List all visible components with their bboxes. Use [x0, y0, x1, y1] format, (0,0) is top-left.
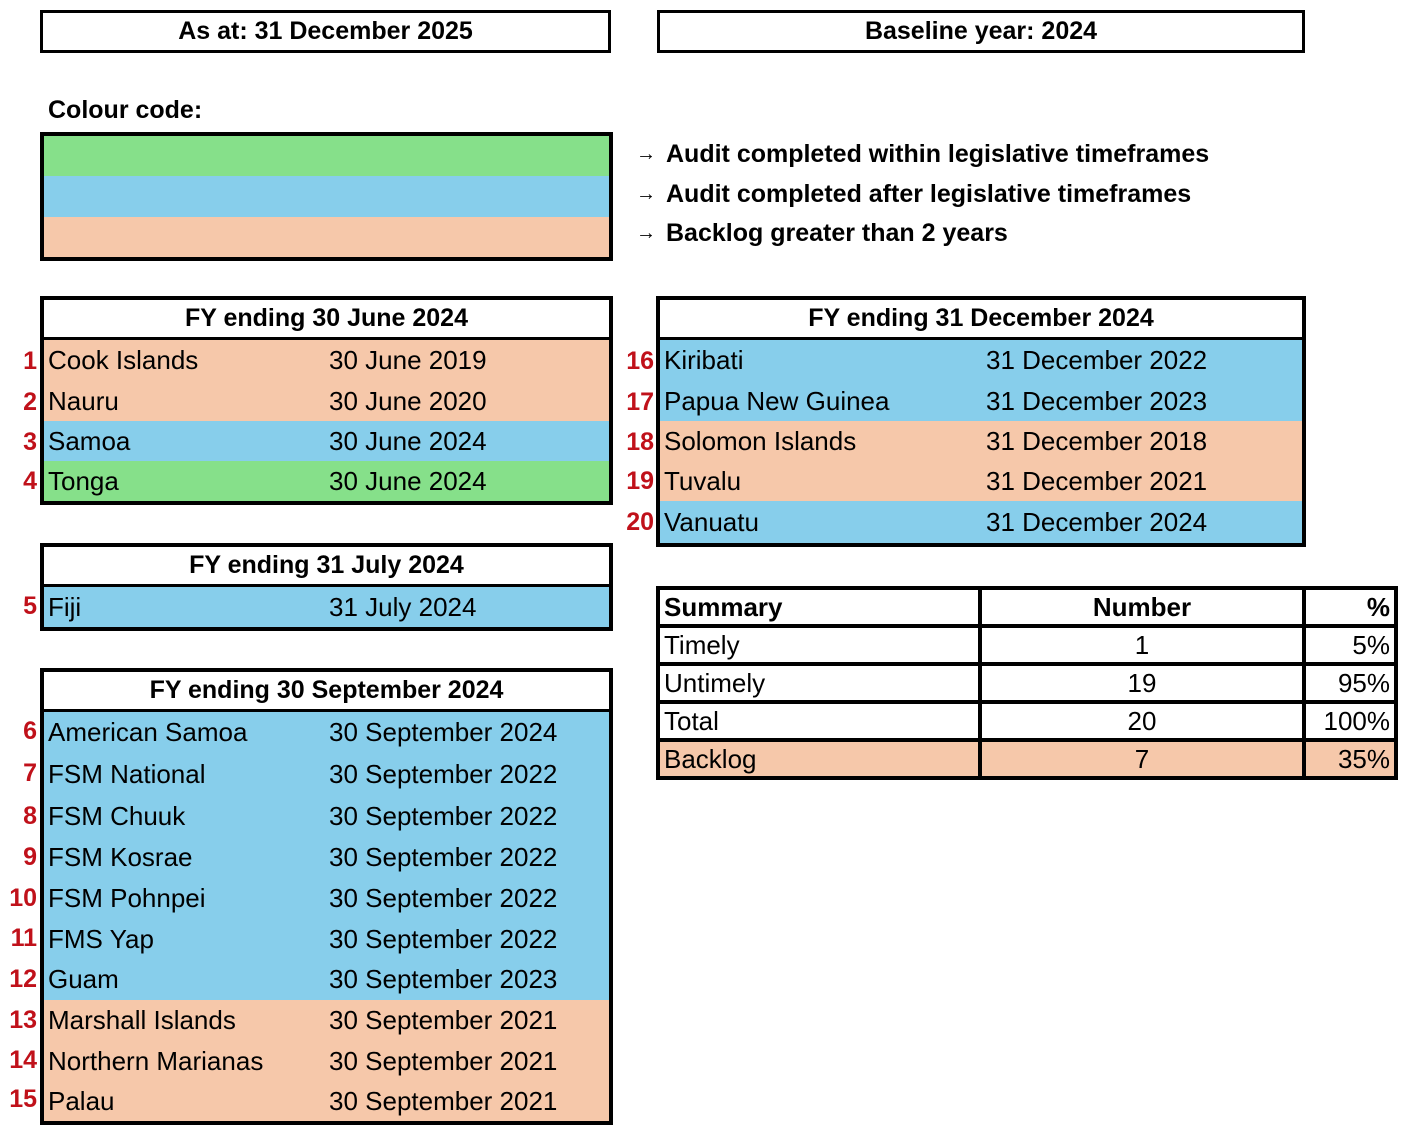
entity-name: Marshall Islands [48, 1005, 236, 1035]
table-row [44, 381, 609, 421]
table-row [44, 587, 609, 627]
row-number: 18 [626, 428, 654, 456]
colour-legend [40, 132, 613, 261]
legend-label: Audit completed within legislative timeframes [666, 140, 1210, 168]
audit-date: 30 June 2024 [329, 425, 487, 456]
table-row [44, 837, 609, 878]
legend-swatch-green [44, 136, 609, 176]
table-title: FY ending 31 July 2024 [44, 547, 609, 587]
summary-pct: 95% [1304, 664, 1396, 702]
entity-name: Tuvalu [664, 465, 742, 496]
summary-header-pct: % [1304, 588, 1396, 626]
row-number: 16 [626, 347, 654, 375]
audit-date: 30 September 2021 [329, 1005, 558, 1035]
summary-label: Total [658, 702, 980, 740]
row-number: 2 [23, 388, 37, 416]
table-row [44, 795, 609, 837]
table-row [44, 340, 609, 381]
fy-july-table [40, 543, 613, 631]
entity-name: FSM Pohnpei [48, 883, 206, 913]
row-number: 15 [9, 1085, 37, 1113]
entity-name: Samoa [48, 425, 131, 456]
audit-date: 31 December 2018 [986, 425, 1208, 456]
row-number: 10 [9, 884, 37, 912]
audit-date: 30 June 2024 [329, 465, 487, 496]
legend-item-timely [636, 140, 1209, 169]
table-row [44, 959, 609, 1000]
audit-date: 31 December 2021 [986, 465, 1208, 496]
legend-label: Audit completed after legislative timeframes [666, 180, 1192, 208]
entity-name: FSM Chuuk [48, 800, 186, 831]
table-row [44, 919, 609, 959]
audit-date: 30 June 2020 [329, 385, 487, 416]
table-row [660, 381, 1302, 421]
entity-name: Papua New Guinea [664, 385, 890, 416]
legend-swatch-peach [44, 217, 609, 257]
row-number: 14 [9, 1046, 37, 1074]
row-number: 5 [23, 592, 37, 620]
table-row [44, 1000, 609, 1041]
table-title: FY ending 31 December 2024 [660, 300, 1302, 340]
as-at-label: As at: 31 December 2025 [178, 17, 473, 45]
summary-pct: 5% [1304, 626, 1396, 664]
row-number: 9 [23, 843, 37, 871]
entity-name: Fiji [48, 591, 82, 622]
as-at-box [40, 10, 611, 53]
summary-number: 19 [980, 664, 1304, 702]
fy-september-table [40, 668, 613, 1125]
audit-date: 30 September 2024 [329, 717, 558, 747]
summary-row [658, 702, 1396, 740]
entity-name: Guam [48, 964, 119, 994]
row-number: 20 [626, 508, 654, 536]
summary-header-number: Number [980, 588, 1304, 626]
audit-date: 30 September 2022 [329, 883, 558, 913]
table-row [44, 712, 609, 753]
entity-name: FSM National [48, 758, 206, 789]
audit-date: 31 December 2022 [986, 345, 1208, 375]
table-row [44, 753, 609, 795]
row-number: 12 [9, 965, 37, 993]
entity-name: Palau [48, 1085, 115, 1116]
summary-label: Timely [658, 626, 980, 664]
summary-row [658, 664, 1396, 702]
summary-number: 1 [980, 626, 1304, 664]
table-row [44, 1041, 609, 1081]
audit-date: 31 July 2024 [329, 591, 477, 622]
row-number: 19 [626, 467, 654, 495]
colour-code-title: Colour code: [48, 96, 203, 124]
audit-date: 30 September 2022 [329, 842, 558, 872]
summary-row [658, 740, 1396, 778]
audit-date: 30 June 2019 [329, 345, 487, 375]
table-row [44, 421, 609, 461]
legend-label: Backlog greater than 2 years [666, 219, 1008, 247]
audit-date: 30 September 2022 [329, 800, 558, 831]
baseline-box [657, 10, 1305, 53]
entity-name: Northern Marianas [48, 1045, 264, 1076]
entity-name: Nauru [48, 385, 119, 416]
row-number: 8 [23, 802, 37, 830]
audit-date: 30 September 2021 [329, 1045, 558, 1076]
entity-name: Tonga [48, 465, 119, 496]
table-title: FY ending 30 September 2024 [44, 672, 609, 712]
table-row [660, 501, 1302, 543]
summary-row [658, 626, 1396, 664]
table-row [660, 421, 1302, 461]
table-row [660, 461, 1302, 501]
arrow-icon: → [636, 183, 656, 205]
entity-name: FSM Kosrae [48, 842, 193, 872]
table-title: FY ending 30 June 2024 [44, 300, 609, 340]
row-number: 6 [23, 717, 37, 745]
legend-item-untimely [636, 180, 1191, 209]
arrow-icon: → [636, 222, 656, 244]
row-number: 11 [10, 924, 37, 952]
fy-june-table [40, 296, 613, 505]
row-number: 17 [626, 388, 654, 416]
table-row [44, 878, 609, 919]
row-number: 7 [23, 759, 37, 787]
fy-december-table [656, 296, 1306, 547]
table-row [44, 1081, 609, 1121]
summary-number: 7 [980, 740, 1304, 778]
audit-date: 30 September 2022 [329, 923, 558, 954]
summary-label: Backlog [658, 740, 980, 778]
summary-pct: 100% [1304, 702, 1396, 740]
entity-name: Solomon Islands [664, 425, 857, 456]
row-number: 3 [23, 428, 37, 456]
entity-name: American Samoa [48, 717, 248, 747]
row-number: 4 [23, 467, 37, 495]
legend-item-backlog [636, 219, 1008, 248]
entity-name: FMS Yap [48, 923, 154, 954]
summary-header-row [658, 588, 1396, 626]
entity-name: Kiribati [664, 345, 744, 375]
summary-header-label: Summary [658, 588, 980, 626]
audit-date: 30 September 2022 [329, 758, 558, 789]
audit-date: 30 September 2021 [329, 1085, 558, 1116]
summary-pct: 35% [1304, 740, 1396, 778]
summary-label: Untimely [658, 664, 980, 702]
entity-name: Cook Islands [48, 345, 199, 375]
row-number: 1 [23, 347, 37, 375]
audit-date: 31 December 2024 [986, 506, 1208, 537]
summary-number: 20 [980, 702, 1304, 740]
arrow-icon: → [636, 143, 656, 165]
baseline-label: Baseline year: 2024 [864, 17, 1098, 45]
row-number: 13 [9, 1006, 37, 1034]
entity-name: Vanuatu [664, 506, 759, 537]
table-row [660, 340, 1302, 381]
summary-table [656, 586, 1398, 780]
legend-swatch-blue [44, 176, 609, 216]
audit-date: 31 December 2023 [986, 385, 1208, 416]
audit-date: 30 September 2023 [329, 964, 558, 994]
table-row [44, 461, 609, 501]
